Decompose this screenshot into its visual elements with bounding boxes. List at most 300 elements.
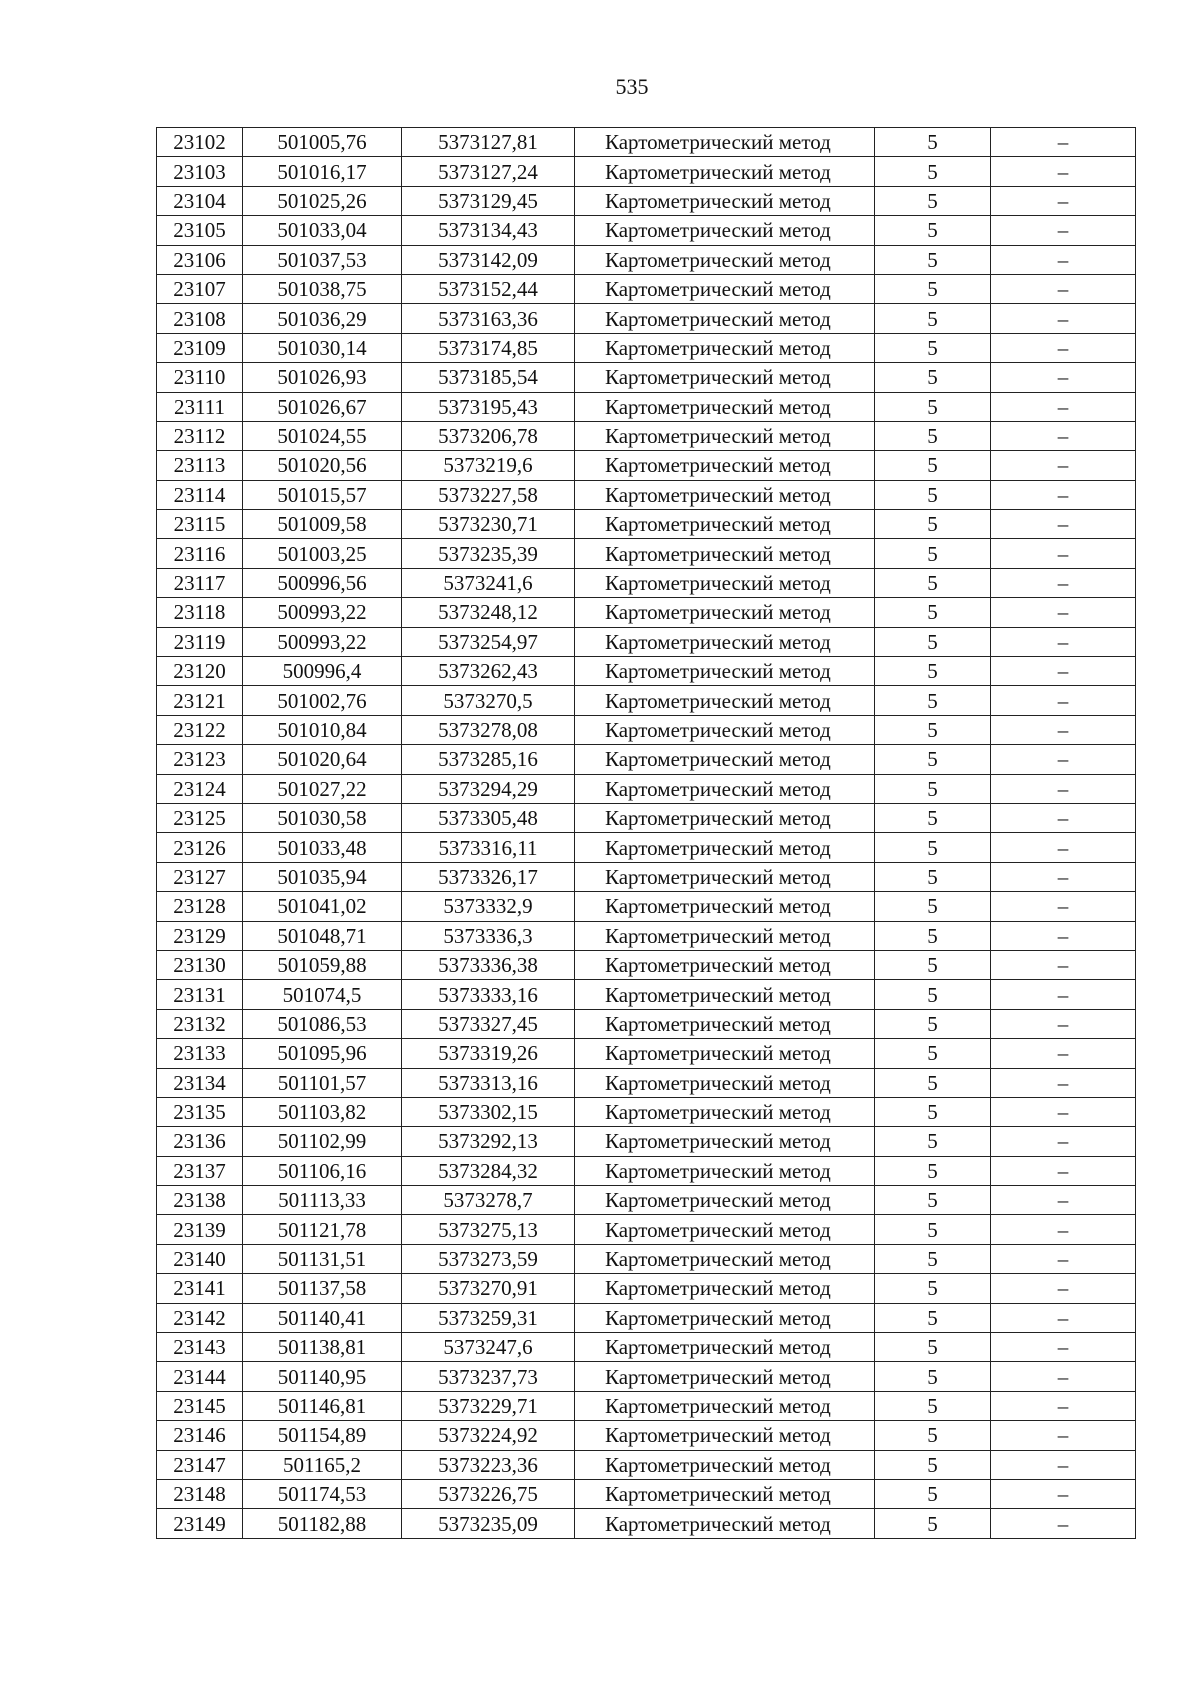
y-coordinate-cell: 5373316,11	[402, 833, 575, 862]
description-cell: –	[991, 1039, 1136, 1068]
accuracy-cell: 5	[875, 1333, 991, 1362]
method-cell: Картометрический метод	[575, 363, 875, 392]
description-cell: –	[991, 392, 1136, 421]
y-coordinate-cell: 5373292,13	[402, 1127, 575, 1156]
y-coordinate-cell: 5373278,08	[402, 715, 575, 744]
table-row	[157, 128, 1136, 157]
point-number-cell: 23129	[157, 921, 243, 950]
description-cell: –	[991, 1362, 1136, 1391]
x-coordinate-cell: 501131,51	[243, 1244, 402, 1273]
point-number-cell: 23104	[157, 186, 243, 215]
description-cell: –	[991, 1333, 1136, 1362]
y-coordinate-cell: 5373313,16	[402, 1068, 575, 1097]
coordinates-table-body	[157, 128, 1136, 1539]
x-coordinate-cell: 501154,89	[243, 1421, 402, 1450]
description-cell: –	[991, 715, 1136, 744]
method-cell: Картометрический метод	[575, 627, 875, 656]
x-coordinate-cell: 501095,96	[243, 1039, 402, 1068]
accuracy-cell: 5	[875, 451, 991, 480]
x-coordinate-cell: 501016,17	[243, 157, 402, 186]
point-number-cell: 23110	[157, 363, 243, 392]
accuracy-cell: 5	[875, 1039, 991, 1068]
description-cell: –	[991, 1274, 1136, 1303]
y-coordinate-cell: 5373259,31	[402, 1303, 575, 1332]
method-cell: Картометрический метод	[575, 1244, 875, 1273]
x-coordinate-cell: 501020,56	[243, 451, 402, 480]
point-number-cell: 23146	[157, 1421, 243, 1450]
accuracy-cell: 5	[875, 1509, 991, 1538]
table-row	[157, 568, 1136, 597]
point-number-cell: 23123	[157, 745, 243, 774]
x-coordinate-cell: 501020,64	[243, 745, 402, 774]
y-coordinate-cell: 5373226,75	[402, 1479, 575, 1508]
description-cell: –	[991, 274, 1136, 303]
table-row	[157, 421, 1136, 450]
point-number-cell: 23133	[157, 1039, 243, 1068]
method-cell: Картометрический метод	[575, 892, 875, 921]
method-cell: Картометрический метод	[575, 657, 875, 686]
description-cell: –	[991, 950, 1136, 979]
description-cell: –	[991, 421, 1136, 450]
accuracy-cell: 5	[875, 980, 991, 1009]
x-coordinate-cell: 501002,76	[243, 686, 402, 715]
x-coordinate-cell: 501010,84	[243, 715, 402, 744]
y-coordinate-cell: 5373229,71	[402, 1391, 575, 1420]
x-coordinate-cell: 501038,75	[243, 274, 402, 303]
table-row	[157, 1450, 1136, 1479]
description-cell: –	[991, 1391, 1136, 1420]
y-coordinate-cell: 5373333,16	[402, 980, 575, 1009]
point-number-cell: 23148	[157, 1479, 243, 1508]
x-coordinate-cell: 501059,88	[243, 950, 402, 979]
accuracy-cell: 5	[875, 950, 991, 979]
method-cell: Картометрический метод	[575, 1127, 875, 1156]
accuracy-cell: 5	[875, 1421, 991, 1450]
table-row	[157, 803, 1136, 832]
x-coordinate-cell: 501030,58	[243, 803, 402, 832]
accuracy-cell: 5	[875, 1362, 991, 1391]
description-cell: –	[991, 1097, 1136, 1126]
y-coordinate-cell: 5373241,6	[402, 568, 575, 597]
description-cell: –	[991, 921, 1136, 950]
y-coordinate-cell: 5373247,6	[402, 1333, 575, 1362]
point-number-cell: 23130	[157, 950, 243, 979]
y-coordinate-cell: 5373237,73	[402, 1362, 575, 1391]
y-coordinate-cell: 5373163,36	[402, 304, 575, 333]
table-row	[157, 862, 1136, 891]
y-coordinate-cell: 5373254,97	[402, 627, 575, 656]
x-coordinate-cell: 501024,55	[243, 421, 402, 450]
method-cell: Картометрический метод	[575, 1450, 875, 1479]
accuracy-cell: 5	[875, 539, 991, 568]
x-coordinate-cell: 501101,57	[243, 1068, 402, 1097]
y-coordinate-cell: 5373326,17	[402, 862, 575, 891]
table-row	[157, 715, 1136, 744]
method-cell: Картометрический метод	[575, 715, 875, 744]
y-coordinate-cell: 5373206,78	[402, 421, 575, 450]
table-row	[157, 1421, 1136, 1450]
table-row	[157, 1303, 1136, 1332]
y-coordinate-cell: 5373235,39	[402, 539, 575, 568]
point-number-cell: 23144	[157, 1362, 243, 1391]
method-cell: Картометрический метод	[575, 451, 875, 480]
table-row	[157, 1362, 1136, 1391]
table-row	[157, 451, 1136, 480]
method-cell: Картометрический метод	[575, 921, 875, 950]
method-cell: Картометрический метод	[575, 1039, 875, 1068]
description-cell: –	[991, 1186, 1136, 1215]
description-cell: –	[991, 451, 1136, 480]
accuracy-cell: 5	[875, 1303, 991, 1332]
x-coordinate-cell: 501003,25	[243, 539, 402, 568]
description-cell: –	[991, 892, 1136, 921]
accuracy-cell: 5	[875, 1068, 991, 1097]
description-cell: –	[991, 980, 1136, 1009]
description-cell: –	[991, 1509, 1136, 1538]
accuracy-cell: 5	[875, 392, 991, 421]
method-cell: Картометрический метод	[575, 950, 875, 979]
x-coordinate-cell: 501138,81	[243, 1333, 402, 1362]
x-coordinate-cell: 501025,26	[243, 186, 402, 215]
table-row	[157, 1391, 1136, 1420]
x-coordinate-cell: 501137,58	[243, 1274, 402, 1303]
point-number-cell: 23103	[157, 157, 243, 186]
table-row	[157, 1479, 1136, 1508]
table-row	[157, 274, 1136, 303]
y-coordinate-cell: 5373294,29	[402, 774, 575, 803]
table-row	[157, 157, 1136, 186]
y-coordinate-cell: 5373284,32	[402, 1156, 575, 1185]
description-cell: –	[991, 128, 1136, 157]
x-coordinate-cell: 501026,67	[243, 392, 402, 421]
description-cell: –	[991, 1009, 1136, 1038]
y-coordinate-cell: 5373285,16	[402, 745, 575, 774]
table-row	[157, 186, 1136, 215]
point-number-cell: 23118	[157, 598, 243, 627]
y-coordinate-cell: 5373219,6	[402, 451, 575, 480]
table-row	[157, 774, 1136, 803]
point-number-cell: 23137	[157, 1156, 243, 1185]
method-cell: Картометрический метод	[575, 1186, 875, 1215]
accuracy-cell: 5	[875, 1391, 991, 1420]
point-number-cell: 23141	[157, 1274, 243, 1303]
y-coordinate-cell: 5373302,15	[402, 1097, 575, 1126]
x-coordinate-cell: 501048,71	[243, 921, 402, 950]
accuracy-cell: 5	[875, 921, 991, 950]
table-row	[157, 1333, 1136, 1362]
x-coordinate-cell: 501074,5	[243, 980, 402, 1009]
description-cell: –	[991, 1450, 1136, 1479]
table-row	[157, 1244, 1136, 1273]
accuracy-cell: 5	[875, 510, 991, 539]
point-number-cell: 23136	[157, 1127, 243, 1156]
description-cell: –	[991, 1421, 1136, 1450]
description-cell: –	[991, 510, 1136, 539]
x-coordinate-cell: 501146,81	[243, 1391, 402, 1420]
x-coordinate-cell: 501102,99	[243, 1127, 402, 1156]
x-coordinate-cell: 501113,33	[243, 1186, 402, 1215]
table-row	[157, 1097, 1136, 1126]
point-number-cell: 23119	[157, 627, 243, 656]
y-coordinate-cell: 5373319,26	[402, 1039, 575, 1068]
method-cell: Картометрический метод	[575, 216, 875, 245]
point-number-cell: 23109	[157, 333, 243, 362]
y-coordinate-cell: 5373278,7	[402, 1186, 575, 1215]
accuracy-cell: 5	[875, 1127, 991, 1156]
y-coordinate-cell: 5373134,43	[402, 216, 575, 245]
method-cell: Картометрический метод	[575, 1097, 875, 1126]
point-number-cell: 23139	[157, 1215, 243, 1244]
table-row	[157, 1215, 1136, 1244]
x-coordinate-cell: 501015,57	[243, 480, 402, 509]
x-coordinate-cell: 501037,53	[243, 245, 402, 274]
y-coordinate-cell: 5373142,09	[402, 245, 575, 274]
point-number-cell: 23135	[157, 1097, 243, 1126]
accuracy-cell: 5	[875, 1186, 991, 1215]
accuracy-cell: 5	[875, 274, 991, 303]
point-number-cell: 23134	[157, 1068, 243, 1097]
accuracy-cell: 5	[875, 686, 991, 715]
description-cell: –	[991, 833, 1136, 862]
y-coordinate-cell: 5373230,71	[402, 510, 575, 539]
description-cell: –	[991, 363, 1136, 392]
point-number-cell: 23132	[157, 1009, 243, 1038]
y-coordinate-cell: 5373224,92	[402, 1421, 575, 1450]
description-cell: –	[991, 862, 1136, 891]
point-number-cell: 23113	[157, 451, 243, 480]
x-coordinate-cell: 501026,93	[243, 363, 402, 392]
accuracy-cell: 5	[875, 1244, 991, 1273]
y-coordinate-cell: 5373273,59	[402, 1244, 575, 1273]
accuracy-cell: 5	[875, 245, 991, 274]
method-cell: Картометрический метод	[575, 1421, 875, 1450]
method-cell: Картометрический метод	[575, 1509, 875, 1538]
accuracy-cell: 5	[875, 1479, 991, 1508]
point-number-cell: 23117	[157, 568, 243, 597]
x-coordinate-cell: 501140,95	[243, 1362, 402, 1391]
point-number-cell: 23108	[157, 304, 243, 333]
method-cell: Картометрический метод	[575, 392, 875, 421]
method-cell: Картометрический метод	[575, 1362, 875, 1391]
y-coordinate-cell: 5373127,81	[402, 128, 575, 157]
x-coordinate-cell: 501106,16	[243, 1156, 402, 1185]
description-cell: –	[991, 598, 1136, 627]
description-cell: –	[991, 216, 1136, 245]
table-row	[157, 627, 1136, 656]
table-row	[157, 392, 1136, 421]
y-coordinate-cell: 5373305,48	[402, 803, 575, 832]
description-cell: –	[991, 480, 1136, 509]
point-number-cell: 23106	[157, 245, 243, 274]
accuracy-cell: 5	[875, 803, 991, 832]
y-coordinate-cell: 5373336,3	[402, 921, 575, 950]
y-coordinate-cell: 5373336,38	[402, 950, 575, 979]
table-row	[157, 333, 1136, 362]
table-row	[157, 304, 1136, 333]
accuracy-cell: 5	[875, 128, 991, 157]
description-cell: –	[991, 1215, 1136, 1244]
accuracy-cell: 5	[875, 333, 991, 362]
description-cell: –	[991, 627, 1136, 656]
y-coordinate-cell: 5373129,45	[402, 186, 575, 215]
accuracy-cell: 5	[875, 363, 991, 392]
point-number-cell: 23143	[157, 1333, 243, 1362]
point-number-cell: 23114	[157, 480, 243, 509]
y-coordinate-cell: 5373195,43	[402, 392, 575, 421]
y-coordinate-cell: 5373223,36	[402, 1450, 575, 1479]
x-coordinate-cell: 501035,94	[243, 862, 402, 891]
description-cell: –	[991, 304, 1136, 333]
point-number-cell: 23112	[157, 421, 243, 450]
point-number-cell: 23105	[157, 216, 243, 245]
y-coordinate-cell: 5373248,12	[402, 598, 575, 627]
table-row	[157, 745, 1136, 774]
method-cell: Картометрический метод	[575, 1391, 875, 1420]
method-cell: Картометрический метод	[575, 774, 875, 803]
x-coordinate-cell: 500996,56	[243, 568, 402, 597]
accuracy-cell: 5	[875, 157, 991, 186]
method-cell: Картометрический метод	[575, 304, 875, 333]
point-number-cell: 23147	[157, 1450, 243, 1479]
y-coordinate-cell: 5373275,13	[402, 1215, 575, 1244]
point-number-cell: 23125	[157, 803, 243, 832]
point-number-cell: 23111	[157, 392, 243, 421]
accuracy-cell: 5	[875, 1450, 991, 1479]
method-cell: Картометрический метод	[575, 1156, 875, 1185]
accuracy-cell: 5	[875, 1215, 991, 1244]
method-cell: Картометрический метод	[575, 157, 875, 186]
method-cell: Картометрический метод	[575, 186, 875, 215]
point-number-cell: 23126	[157, 833, 243, 862]
point-number-cell: 23142	[157, 1303, 243, 1332]
table-row	[157, 892, 1136, 921]
method-cell: Картометрический метод	[575, 1009, 875, 1038]
accuracy-cell: 5	[875, 862, 991, 891]
method-cell: Картометрический метод	[575, 862, 875, 891]
x-coordinate-cell: 501041,02	[243, 892, 402, 921]
y-coordinate-cell: 5373185,54	[402, 363, 575, 392]
point-number-cell: 23145	[157, 1391, 243, 1420]
description-cell: –	[991, 1303, 1136, 1332]
x-coordinate-cell: 501103,82	[243, 1097, 402, 1126]
y-coordinate-cell: 5373270,5	[402, 686, 575, 715]
x-coordinate-cell: 500996,4	[243, 657, 402, 686]
x-coordinate-cell: 501005,76	[243, 128, 402, 157]
x-coordinate-cell: 501165,2	[243, 1450, 402, 1479]
point-number-cell: 23128	[157, 892, 243, 921]
x-coordinate-cell: 501086,53	[243, 1009, 402, 1038]
y-coordinate-cell: 5373127,24	[402, 157, 575, 186]
point-number-cell: 23127	[157, 862, 243, 891]
method-cell: Картометрический метод	[575, 980, 875, 1009]
accuracy-cell: 5	[875, 1009, 991, 1038]
accuracy-cell: 5	[875, 216, 991, 245]
x-coordinate-cell: 500993,22	[243, 627, 402, 656]
y-coordinate-cell: 5373262,43	[402, 657, 575, 686]
method-cell: Картометрический метод	[575, 1274, 875, 1303]
table-row	[157, 510, 1136, 539]
table-row	[157, 980, 1136, 1009]
description-cell: –	[991, 686, 1136, 715]
description-cell: –	[991, 1068, 1136, 1097]
accuracy-cell: 5	[875, 568, 991, 597]
table-row	[157, 1509, 1136, 1538]
method-cell: Картометрический метод	[575, 803, 875, 832]
x-coordinate-cell: 501174,53	[243, 1479, 402, 1508]
method-cell: Картометрический метод	[575, 833, 875, 862]
accuracy-cell: 5	[875, 627, 991, 656]
accuracy-cell: 5	[875, 833, 991, 862]
method-cell: Картометрический метод	[575, 1068, 875, 1097]
y-coordinate-cell: 5373270,91	[402, 1274, 575, 1303]
x-coordinate-cell: 501033,04	[243, 216, 402, 245]
y-coordinate-cell: 5373152,44	[402, 274, 575, 303]
point-number-cell: 23115	[157, 510, 243, 539]
point-number-cell: 23122	[157, 715, 243, 744]
point-number-cell: 23102	[157, 128, 243, 157]
y-coordinate-cell: 5373332,9	[402, 892, 575, 921]
table-row	[157, 1039, 1136, 1068]
table-row	[157, 833, 1136, 862]
method-cell: Картометрический метод	[575, 128, 875, 157]
table-row	[157, 1274, 1136, 1303]
x-coordinate-cell: 501036,29	[243, 304, 402, 333]
y-coordinate-cell: 5373174,85	[402, 333, 575, 362]
description-cell: –	[991, 774, 1136, 803]
accuracy-cell: 5	[875, 186, 991, 215]
method-cell: Картометрический метод	[575, 333, 875, 362]
x-coordinate-cell: 501140,41	[243, 1303, 402, 1332]
point-number-cell: 23121	[157, 686, 243, 715]
x-coordinate-cell: 501182,88	[243, 1509, 402, 1538]
method-cell: Картометрический метод	[575, 510, 875, 539]
method-cell: Картометрический метод	[575, 1333, 875, 1362]
accuracy-cell: 5	[875, 598, 991, 627]
accuracy-cell: 5	[875, 1156, 991, 1185]
description-cell: –	[991, 245, 1136, 274]
x-coordinate-cell: 501033,48	[243, 833, 402, 862]
y-coordinate-cell: 5373327,45	[402, 1009, 575, 1038]
point-number-cell: 23124	[157, 774, 243, 803]
accuracy-cell: 5	[875, 1097, 991, 1126]
method-cell: Картометрический метод	[575, 568, 875, 597]
x-coordinate-cell: 501027,22	[243, 774, 402, 803]
table-row	[157, 686, 1136, 715]
method-cell: Картометрический метод	[575, 1303, 875, 1332]
accuracy-cell: 5	[875, 480, 991, 509]
description-cell: –	[991, 1156, 1136, 1185]
method-cell: Картометрический метод	[575, 1215, 875, 1244]
table-row	[157, 598, 1136, 627]
point-number-cell: 23138	[157, 1186, 243, 1215]
method-cell: Картометрический метод	[575, 686, 875, 715]
description-cell: –	[991, 157, 1136, 186]
page-number: 535	[615, 74, 649, 99]
accuracy-cell: 5	[875, 745, 991, 774]
accuracy-cell: 5	[875, 1274, 991, 1303]
description-cell: –	[991, 539, 1136, 568]
accuracy-cell: 5	[875, 774, 991, 803]
method-cell: Картометрический метод	[575, 598, 875, 627]
table-row	[157, 539, 1136, 568]
table-row	[157, 245, 1136, 274]
method-cell: Картометрический метод	[575, 480, 875, 509]
x-coordinate-cell: 501121,78	[243, 1215, 402, 1244]
description-cell: –	[991, 1244, 1136, 1273]
description-cell: –	[991, 803, 1136, 832]
method-cell: Картометрический метод	[575, 745, 875, 774]
method-cell: Картометрический метод	[575, 1479, 875, 1508]
